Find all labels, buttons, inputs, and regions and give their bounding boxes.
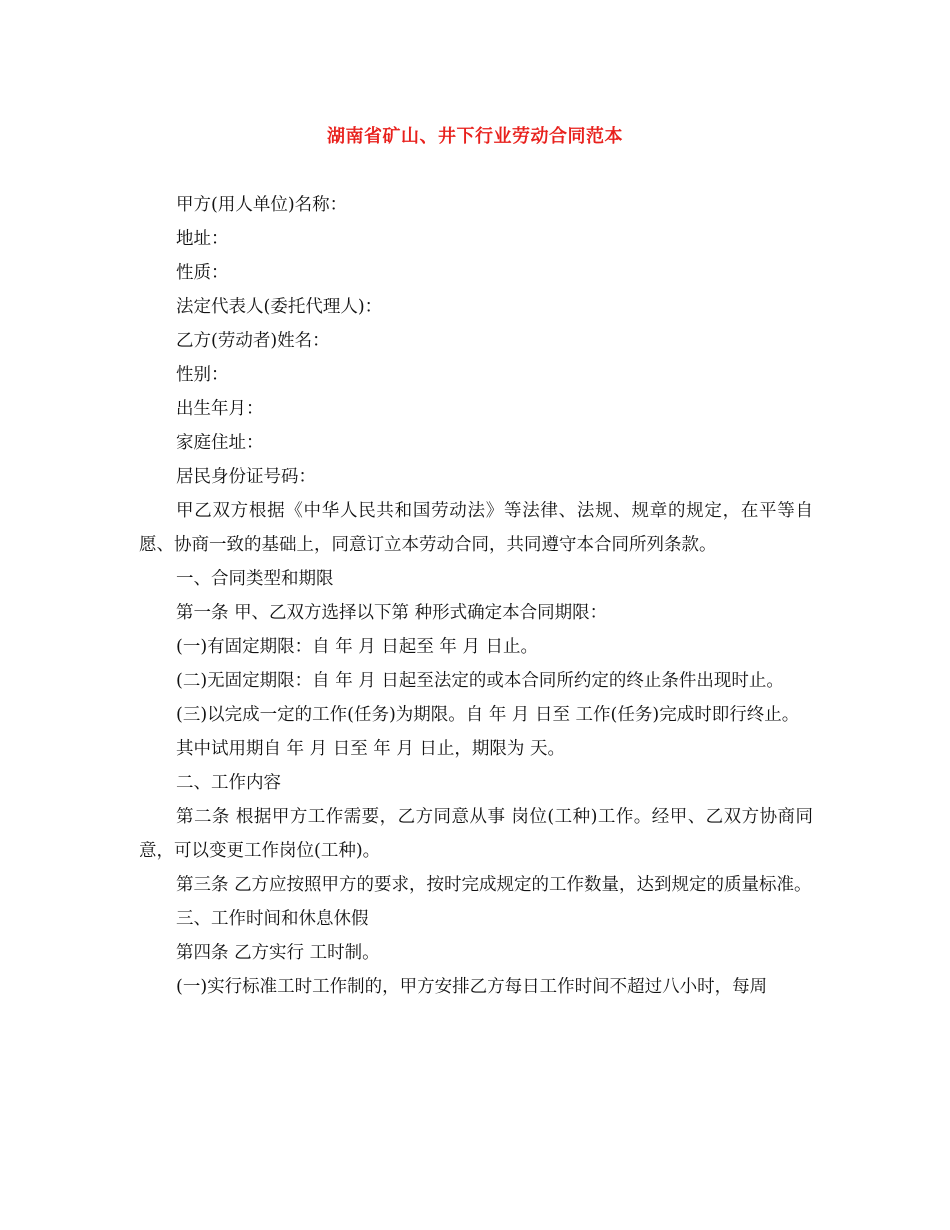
- section-heading-work-content: 二、工作内容: [176, 773, 281, 793]
- clause-standard-hours: (一)实行标准工时工作制的，甲方安排乙方每日工作时间不超过八小时，每周: [176, 977, 768, 997]
- document-title: 湖南省矿山、井下行业劳动合同范本: [327, 126, 623, 147]
- preamble-paragraph: 甲乙双方根据《中华人民共和国劳动法》等法律、法规、规章的规定，在平等自愿、协商一致的基础上，同意订立本劳动合同，共同遵守本合同所列条款。: [139, 501, 813, 555]
- article-2: 第二条 根据甲方工作需要，乙方同意从事 岗位(工种)工作。经甲、乙双方协商同意，可以变更工作岗位(工种)。: [139, 807, 813, 861]
- clause-fixed-term: (一)有固定期限：自 年 月 日起至 年 月 日止。: [176, 637, 539, 657]
- home-address-field: 家庭住址：: [176, 433, 264, 453]
- clause-open-term: (二)无固定期限：自 年 月 日起至法定的或本合同所约定的终止条件出现时止。: [176, 671, 784, 691]
- birth-date-field: 出生年月：: [176, 399, 264, 419]
- document-body: [139, 188, 813, 1004]
- clause-task-term: (三)以完成一定的工作(任务)为期限。自 年 月 日至 工作(任务)完成时即行终止。: [176, 705, 800, 725]
- article-3: 第三条 乙方应按照甲方的要求，按时完成规定的工作数量，达到规定的质量标准。: [176, 875, 812, 895]
- legal-representative-field: 法定代表人(委托代理人)：: [176, 297, 383, 317]
- article-1: 第一条 甲、乙双方选择以下第 种形式确定本合同期限：: [176, 603, 608, 623]
- article-4: 第四条 乙方实行 工时制。: [176, 943, 380, 963]
- party-a-address-field: 地址：: [176, 229, 229, 249]
- party-a-name-field: 甲方(用人单位)名称：: [176, 195, 348, 215]
- probation-period: 其中试用期自 年 月 日至 年 月 日止，期限为 天。: [176, 739, 565, 759]
- section-heading-working-hours: 三、工作时间和休息休假: [176, 909, 369, 929]
- party-b-name-field: 乙方(劳动者)姓名：: [176, 331, 330, 351]
- section-heading-contract-type: 一、合同类型和期限: [176, 569, 334, 589]
- party-a-nature-field: 性质：: [176, 263, 229, 283]
- id-number-field: 居民身份证号码：: [176, 467, 316, 487]
- gender-field: 性别：: [176, 365, 229, 385]
